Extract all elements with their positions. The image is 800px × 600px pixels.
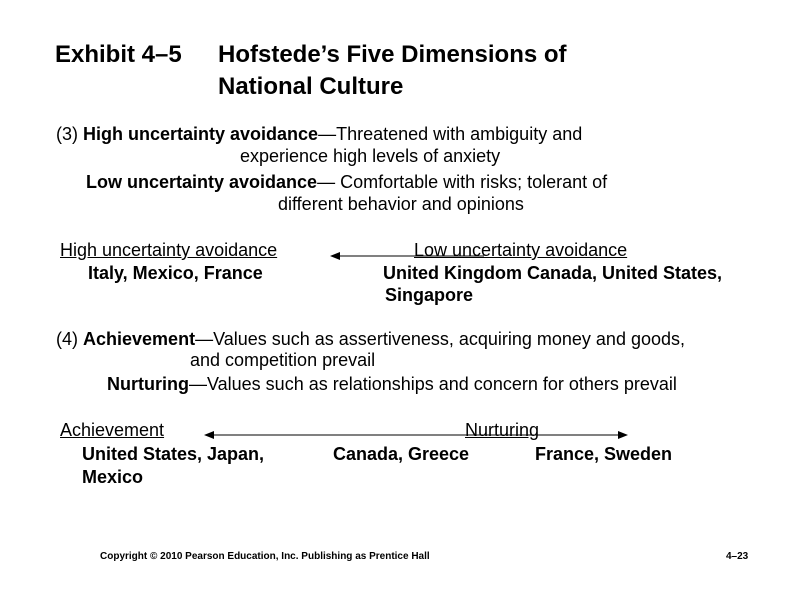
achievement-countries-cont: Mexico bbox=[82, 467, 144, 487]
achievement-desc: —Values such as assertiveness, acquiring money and goods, bbox=[195, 329, 685, 349]
nurturing-countries: France, Sweden bbox=[535, 444, 673, 464]
low-uncertainty-countries-cont: Singapore bbox=[385, 285, 474, 305]
low-uncertainty-desc: — Comfortable with risks; tolerant of bbox=[317, 172, 608, 192]
achievement-scale-right-label: Nurturing bbox=[465, 420, 540, 440]
low-uncertainty-term: Low uncertainty avoidance bbox=[86, 172, 318, 192]
uncertainty-scale-left-label: High uncertainty avoidance bbox=[60, 240, 278, 260]
section-4-number: (4) bbox=[56, 329, 78, 349]
exhibit-number: Exhibit 4–5 bbox=[55, 41, 182, 68]
achievement-countries: United States, Japan, bbox=[82, 444, 265, 464]
achievement-term: Achievement bbox=[83, 329, 196, 349]
page-title-line-1: Hofstede’s Five Dimensions of bbox=[218, 41, 567, 68]
copyright-notice: Copyright © 2010 Pearson Education, Inc. Publishing as Prentice Hall bbox=[100, 551, 430, 562]
page-number: 4–23 bbox=[726, 551, 749, 562]
uncertainty-scale-right-label: Low uncertainty avoidance bbox=[414, 240, 628, 260]
high-uncertainty-desc-cont: experience high levels of anxiety bbox=[240, 146, 501, 166]
high-uncertainty-term: High uncertainty avoidance bbox=[83, 124, 319, 144]
middle-countries: Canada, Greece bbox=[333, 444, 470, 464]
section-3-number: (3) bbox=[56, 124, 78, 144]
achievement-scale-left-label: Achievement bbox=[60, 420, 165, 440]
uncertainty-scale-arrow bbox=[330, 252, 484, 260]
page-title-line-2: National Culture bbox=[218, 73, 404, 100]
high-uncertainty-desc: —Threatened with ambiguity and bbox=[318, 124, 583, 144]
low-uncertainty-desc-cont: different behavior and opinions bbox=[278, 194, 524, 214]
achievement-scale-arrow bbox=[204, 431, 628, 439]
nurturing-desc: —Values such as relationships and concern for others prevail bbox=[188, 374, 677, 394]
achievement-desc-cont: and competition prevail bbox=[190, 350, 376, 370]
low-uncertainty-countries: United Kingdom Canada, United States, bbox=[383, 263, 723, 283]
nurturing-term: Nurturing bbox=[107, 374, 189, 394]
high-uncertainty-countries: Italy, Mexico, France bbox=[88, 263, 263, 283]
